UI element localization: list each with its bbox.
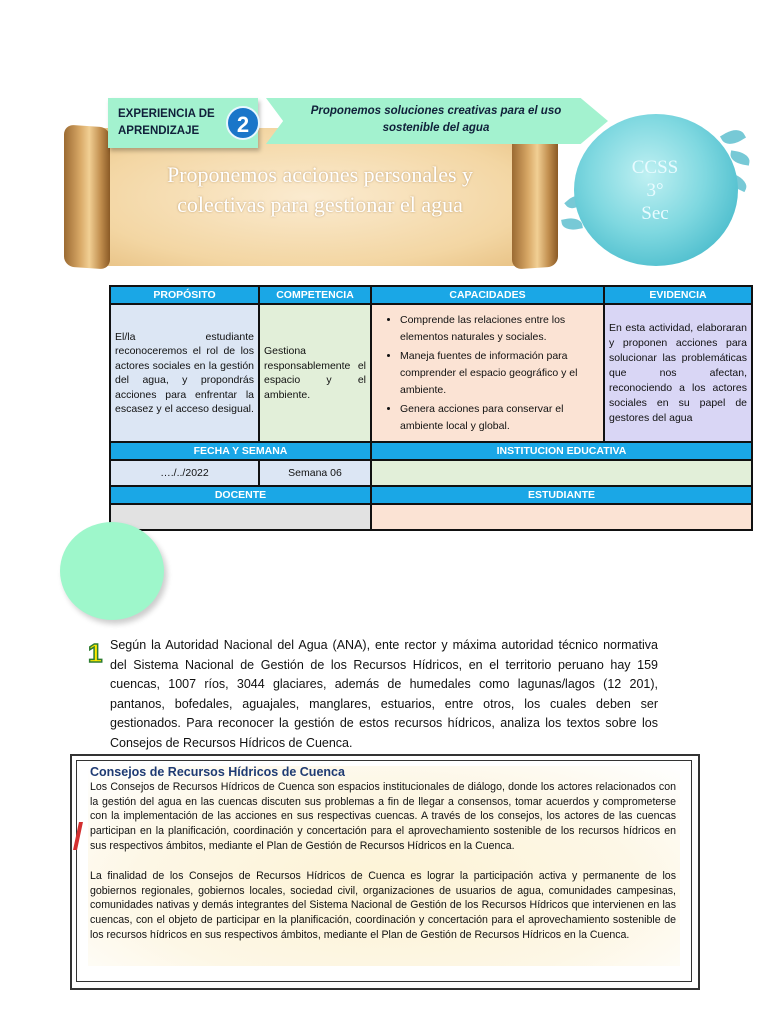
capacidades-list	[376, 312, 599, 435]
proposito-cell: El/la estudiante reconoceremos el rol de los actores sociales en la gestión del agua, y propondrás acciones para enfrentar la escasez y el acceso desigual.	[110, 304, 259, 442]
section1-paragraph: Según la Autoridad Nacional del Agua (ANA), ente rector y máxima autoridad técnico normativa del Sistema Nacional de Gestión de los Recursos Hídricos, en el territorio peruano hay 159 cuencas, 1007 ríos, 3044 glaciares, además de humedales como lagunas/lagos (12 201), pantanos, bofedales, aguajales, manglares, estuarios, entre otros, los cuales deben ser gestionados. Para reconocer la gestión de estos recursos hídricos, analiza los textos sobre los Consejos de Recursos Hídricos de Cuenca.	[110, 638, 658, 750]
docente-field[interactable]	[110, 504, 371, 530]
badge-line1: CCSS	[631, 157, 679, 178]
header-competencia: COMPETENCIA	[259, 286, 371, 304]
scroll-roll-left	[64, 124, 110, 269]
capacidad-item: • Comprende las relaciones entre los elementos naturales y sociales.	[400, 312, 599, 346]
reading-paragraph-2: La finalidad de los Consejos de Recursos Hídricos de Cuenca es lograr la participación activa y permanente de los gobiernos regionales, gobiernos locales, sociedad civil, organizaciones de usuarios de agua, comunidades campesinas, comunidades nativas y demás integrantes del Sistema Nacional de Gestión de los Recursos Hídricos que intervienen en las cuencas, con el objeto de participar en la planificación, coordinación y concertación para el aprovechamiento sostenible de los recursos hídricos en sus respectivos ámbitos, mediante el Plan de Gestión de Recursos Hídricos en la Cuenca.	[90, 870, 676, 941]
section-number: 1	[88, 638, 103, 668]
banner-title	[120, 160, 520, 220]
header-estudiante: ESTUDIANTE	[371, 486, 752, 504]
header-institucion: INSTITUCION EDUCATIVA	[371, 442, 752, 460]
badge-line2: 3°	[646, 180, 664, 201]
header-proposito: PROPÓSITO	[110, 286, 259, 304]
experience-label	[118, 106, 228, 140]
reading-paragraph-1: Los Consejos de Recursos Hídricos de Cuenca son espacios institucionales de diálogo, donde los actores relacionados con la gestión del agua en las cuencas discuten sus problemas a fin de llegar a consensos, tomar acuerdos y comprometerse con la implementación de las acciones en sus respectivas cuencas. A través de los consejos, los actores de las cuencas participan en la planificación, coordinación y concertación para el aprovechamiento sostenible de los recursos hídricos en sus respectivos ámbitos, mediante el Plan de Gestión de Recursos Hídricos en la Cuenca.	[90, 781, 676, 852]
estudiante-field[interactable]	[371, 504, 752, 530]
header-evidencia: EVIDENCIA	[604, 286, 752, 304]
banner-title-line2: colectivas para gestionar el agua	[177, 192, 463, 217]
ccss-badge-text	[600, 156, 710, 225]
capacidades-cell	[371, 304, 604, 442]
reading-title: Consejos de Recursos Hídricos de Cuenca	[90, 765, 345, 779]
experience-number-badge: 2	[226, 106, 260, 140]
evidencia-cell: En esta actividad, elaboraran y proponen acciones para solucionar las problemáticas que nos afectan, reconociendo a los actores sociales en su papel de gestores del agua	[604, 304, 752, 442]
fecha-cell[interactable]: …./../2022	[110, 460, 259, 486]
capacidad-item: • Genera acciones para conservar el ambiente local y global.	[400, 401, 599, 435]
header-docente: DOCENTE	[110, 486, 371, 504]
header-capacidades: CAPACIDADES	[371, 286, 604, 304]
institucion-field[interactable]	[371, 460, 752, 486]
capacidad-item: • Maneja fuentes de información para comprender el espacio geográfico y el ambiente.	[400, 348, 599, 399]
experience-label-line2: APRENDIZAJE	[118, 125, 200, 137]
experience-subtitle-line1: Proponemos soluciones creativas para el uso	[310, 105, 562, 117]
decorative-circle	[60, 522, 164, 620]
semana-cell: Semana 06	[259, 460, 371, 486]
experience-subtitle-line2: sostenible del agua	[382, 122, 490, 134]
info-table	[109, 285, 753, 531]
banner-title-line1: Proponemos acciones personales y	[166, 162, 474, 187]
experience-subtitle	[296, 103, 576, 137]
experience-label-line1: EXPERIENCIA DE	[118, 108, 215, 120]
badge-line3: Sec	[641, 203, 669, 224]
leaf-icon	[720, 125, 746, 148]
competencia-cell: Gestiona responsablemente el espacio y el ambiente.	[259, 304, 371, 442]
header-fecha-semana: FECHA Y SEMANA	[110, 442, 371, 460]
